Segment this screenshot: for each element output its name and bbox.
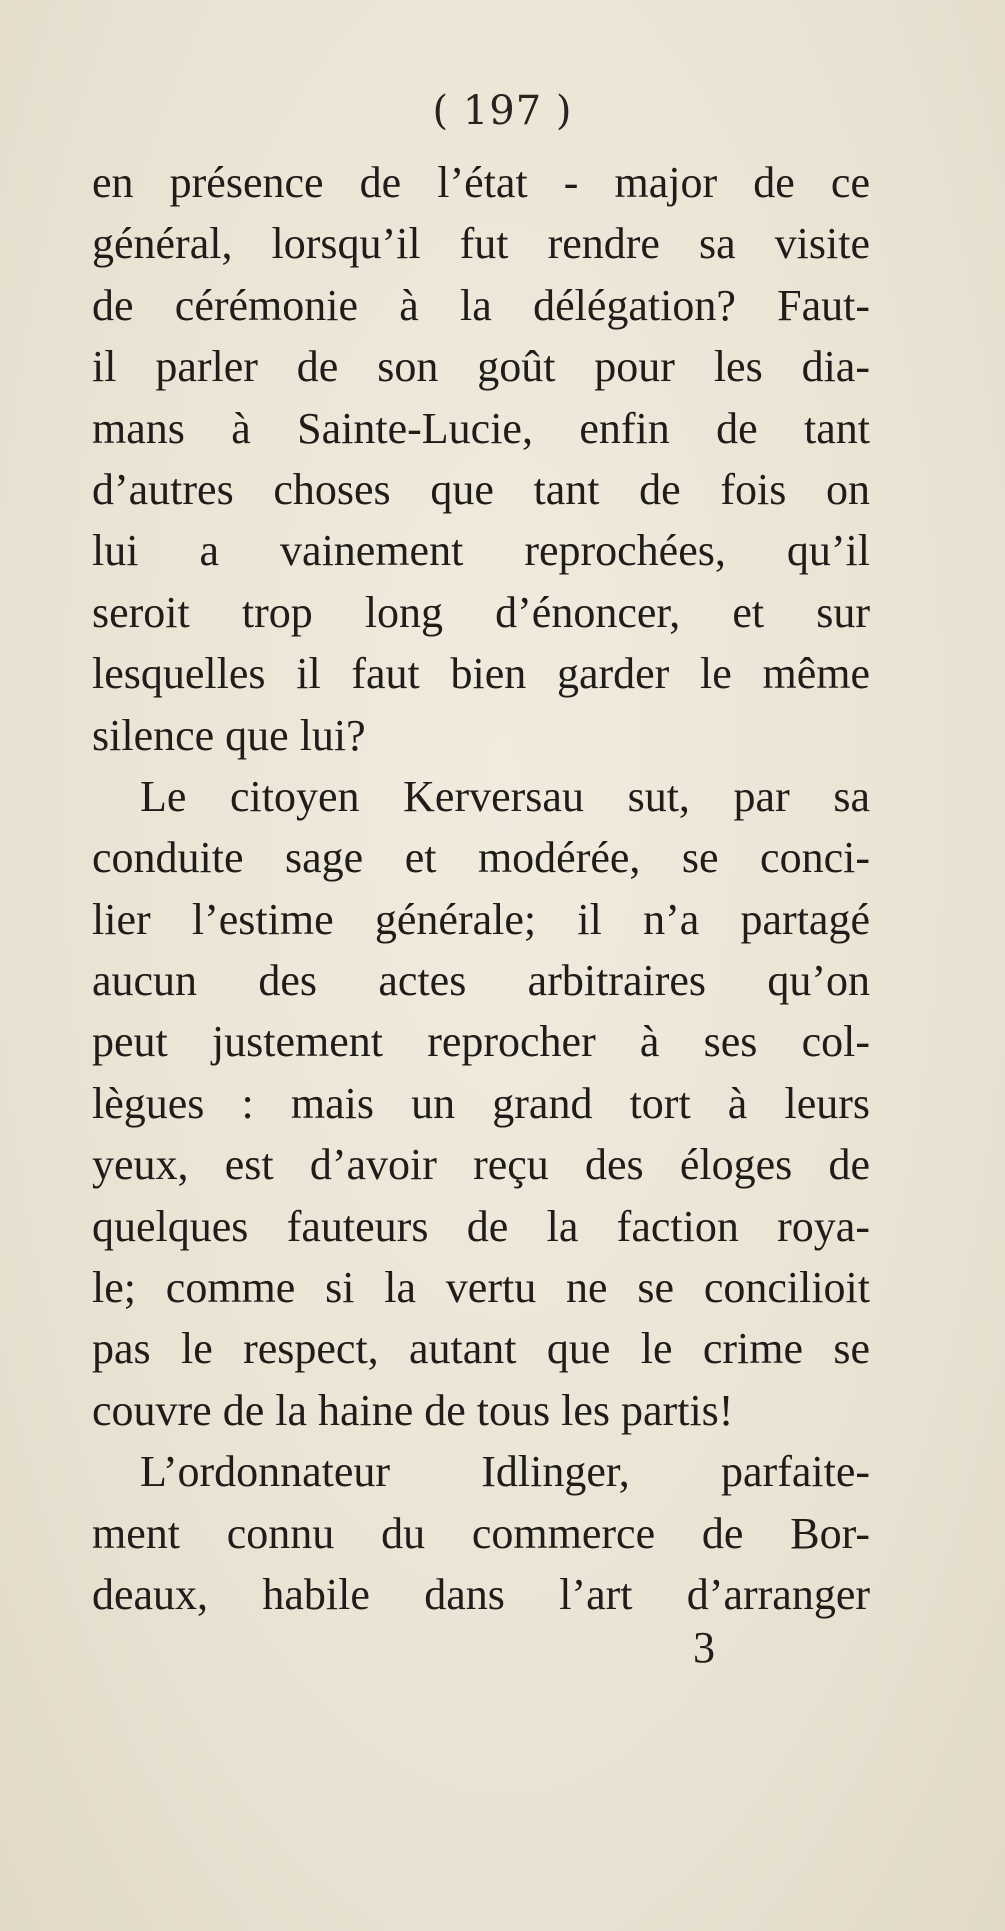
text-line: yeux, est d’avoir reçu des éloges de bbox=[92, 1140, 870, 1190]
text-line: L’ordonnateur Idlinger, parfaite- bbox=[140, 1447, 870, 1497]
text-line: conduite sage et modérée, se conci- bbox=[92, 833, 870, 883]
text-line: lègues : mais un grand tort à leurs bbox=[92, 1078, 870, 1128]
text-line: deaux, habile dans l’art d’arranger bbox=[92, 1569, 870, 1619]
text-line: Le citoyen Kerversau sut, par sa bbox=[140, 771, 870, 821]
text-line: couvre de la haine de tous les partis! bbox=[92, 1385, 734, 1435]
page-number: ( 197 ) bbox=[432, 88, 573, 134]
text-line: pas le respect, autant que le crime se bbox=[92, 1324, 870, 1374]
body-text bbox=[92, 152, 870, 1625]
text-line: mans à Sainte-Lucie, enfin de tant bbox=[92, 403, 870, 453]
text-line: silence que lui? bbox=[92, 710, 366, 760]
text-line: peut justement reprocher à ses col- bbox=[92, 1017, 870, 1067]
signature-mark: 3 bbox=[693, 1623, 715, 1672]
text-line: d’autres choses que tant de fois on bbox=[92, 464, 870, 514]
text-line: il parler de son goût pour les dia- bbox=[92, 342, 870, 392]
text-line: quelques fauteurs de la faction roya- bbox=[92, 1201, 870, 1251]
text-line: aucun des actes arbitraires qu’on bbox=[92, 956, 870, 1006]
text-line: lui a vainement reprochées, qu’il bbox=[92, 526, 870, 576]
text-line: le; comme si la vertu ne se concilioit bbox=[92, 1263, 870, 1313]
text-line: lesquelles il faut bien garder le même bbox=[92, 649, 870, 699]
text-line: lier l’estime générale; il n’a partagé bbox=[92, 894, 870, 944]
text-line: général, lorsqu’il fut rendre sa visite bbox=[92, 219, 870, 269]
text-line: ment connu du commerce de Bor- bbox=[92, 1508, 870, 1558]
text-line: de cérémonie à la délégation? Faut- bbox=[92, 280, 870, 330]
text-line: seroit trop long d’énoncer, et sur bbox=[92, 587, 870, 637]
text-line: en présence de l’état - major de ce bbox=[92, 158, 870, 207]
